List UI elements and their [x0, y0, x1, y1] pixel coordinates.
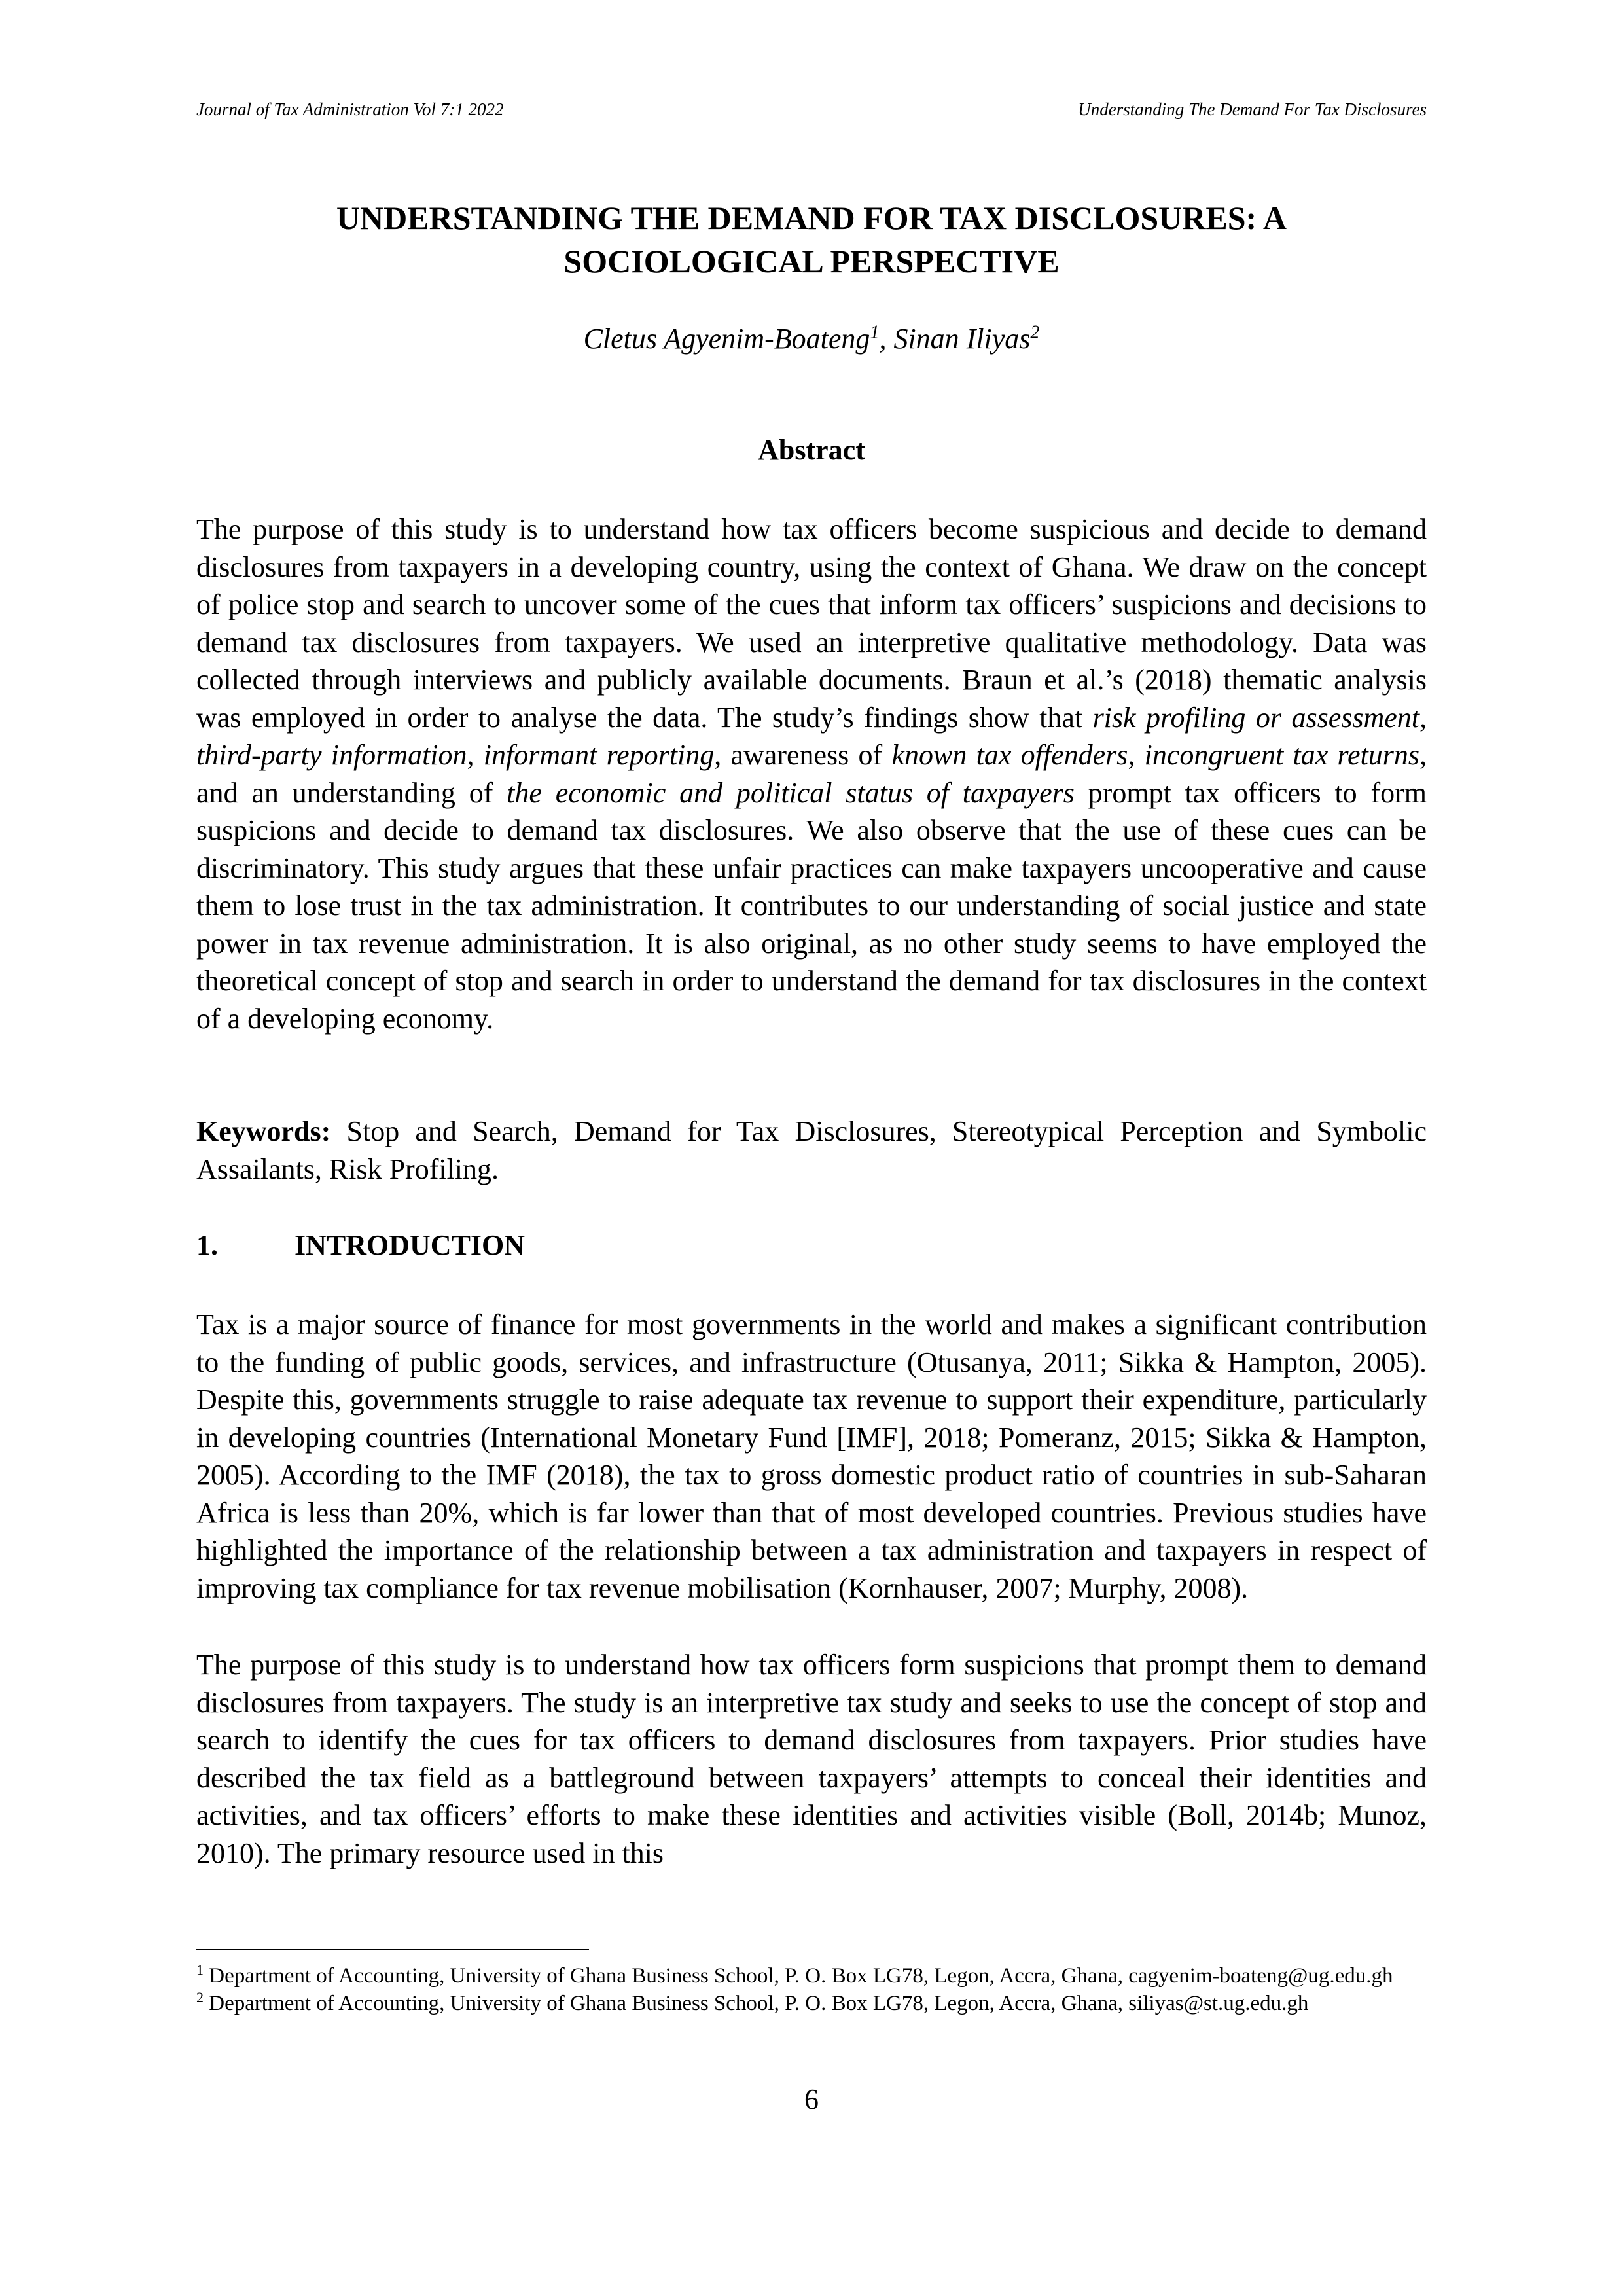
article-title: [196, 196, 1427, 283]
abstract-emphasis-known-offenders: known tax offenders: [891, 739, 1128, 771]
abstract-body: [196, 511, 1427, 1037]
footnote-2-text: Department of Accounting, University of Ghana Business School, P. O. Box LG78, Legon, Accra, Ghana, siliyas@st.ug.edu.gh: [204, 1992, 1309, 2015]
title-line-2: SOCIOLOGICAL PERSPECTIVE: [563, 243, 1060, 279]
abstract-text-1: The purpose of this study is to understand how tax officers become suspicious and decide to demand disclosures from taxpayers in a developing country, using the context of Ghana. We draw on the concept of police stop and search to uncover some of the cues that inform tax officers’ suspicions and decisions to demand tax disclosures from taxpayers. We used an interpretive qualitative methodology. Data was collected through interviews and publicly available documents. Braun et al.’s (2018) thematic analysis was employed in order to analyse the data. The study’s findings show that: [196, 513, 1427, 734]
footnote-divider: [196, 1949, 589, 1950]
title-line-1: UNDERSTANDING THE DEMAND FOR TAX DISCLOSURES: A: [336, 200, 1287, 236]
abstract-emphasis-status: the economic and political status of taxpayers: [507, 776, 1075, 809]
footnotes: [196, 1962, 1427, 2017]
footnote-1-mark: 1: [196, 1962, 204, 1978]
abstract-emphasis-incongruent-returns: incongruent tax returns: [1144, 739, 1420, 771]
abstract-emphasis-informant: informant reporting: [483, 739, 715, 771]
abstract-emphasis-risk-profiling: risk profiling or assessment: [1092, 701, 1419, 734]
author-1: Cletus Agyenim-Boateng: [583, 323, 870, 355]
footnote-1-text: Department of Accounting, University of Ghana Business School, P. O. Box LG78, Legon, Accra, Ghana, cagyenim-boateng@ug.edu.gh: [204, 1964, 1393, 1988]
footnote-1: [196, 1962, 1427, 1990]
introduction-paragraph-2: The purpose of this study is to understand how tax officers form suspicions that prompt them to demand disclosures from taxpayers. The study is an interpretive tax study and seeks to use the concept of stop and search to identify the cues for tax officers to demand disclosures from taxpayers. Prior studies have described the tax field as a battleground between taxpayers’ attempts to conceal their identities and activities, and tax officers’ efforts to make these identities and activities visible (Boll, 2014b; Munoz, 2010). The primary resource used in this: [196, 1649, 1427, 1869]
footnote-2: [196, 1990, 1427, 2017]
abstract-separator: ,: [1128, 739, 1145, 771]
footnote-2-mark: 2: [196, 1989, 204, 2005]
abstract-emphasis-third-party: third-party information: [196, 739, 467, 771]
abstract-separator: ,: [467, 739, 484, 771]
abstract-text-2: prompt tax officers to form suspicions and decide to demand tax disclosures. We also observe that the use of these cues can be discriminatory. This study argues that these unfair practices can make taxpayers uncooperative and cause them to lose trust in the tax administration. It contributes to our understanding of social justice and state power in tax revenue administration. It is also original, as no other study seems to have employed the theoretical concept of stop and search in order to understand the demand for tax disclosures in the context of a developing economy.: [196, 776, 1427, 1035]
author-list: [196, 321, 1427, 357]
abstract-separator: , awareness of: [714, 739, 892, 771]
author-separator: ,: [879, 323, 894, 355]
author-2: Sinan Iliyas: [893, 323, 1031, 355]
running-title: Understanding The Demand For Tax Disclosures: [1078, 99, 1427, 119]
keywords: [196, 1113, 1427, 1188]
section-number: 1.: [196, 1229, 218, 1261]
journal-citation: Journal of Tax Administration Vol 7:1 2022: [196, 99, 504, 119]
running-header: [196, 98, 1427, 120]
section-heading-introduction: [196, 1227, 1427, 1264]
keywords-list: Stop and Search, Demand for Tax Disclosures, Stereotypical Perception and Symbolic Assailants, Risk Profiling.: [196, 1115, 1427, 1185]
abstract-heading: Abstract: [758, 434, 865, 466]
abstract-separator: ,: [1419, 701, 1427, 734]
abstract-separator: , and an understanding of: [196, 739, 1427, 809]
page-number: 6: [804, 2083, 819, 2115]
section-title: INTRODUCTION: [294, 1229, 526, 1261]
introduction-paragraph-1: Tax is a major source of finance for most governments in the world and makes a significant contribution to the funding of public goods, services, and infrastructure (Otusanya, 2011; Sikka & Hampton, 2005). Despite this, governments struggle to raise adequate tax revenue to support their expenditure, particularly in developing countries (International Monetary Fund [IMF], 2018; Pomeranz, 2015; Sikka & Hampton, 2005). According to the IMF (2018), the tax to gross domestic product ratio of countries in sub-Saharan Africa is less than 20%, which is far lower than that of most developed countries. Previous studies have highlighted the importance of the relationship between a tax administration and taxpayers in respect of improving tax compliance for tax revenue mobilisation (Kornhauser, 2007; Murphy, 2008).: [196, 1308, 1427, 1604]
keywords-label: Keywords:: [196, 1115, 331, 1147]
author-1-footnote-mark: 1: [870, 322, 880, 343]
author-2-footnote-mark: 2: [1030, 322, 1040, 343]
